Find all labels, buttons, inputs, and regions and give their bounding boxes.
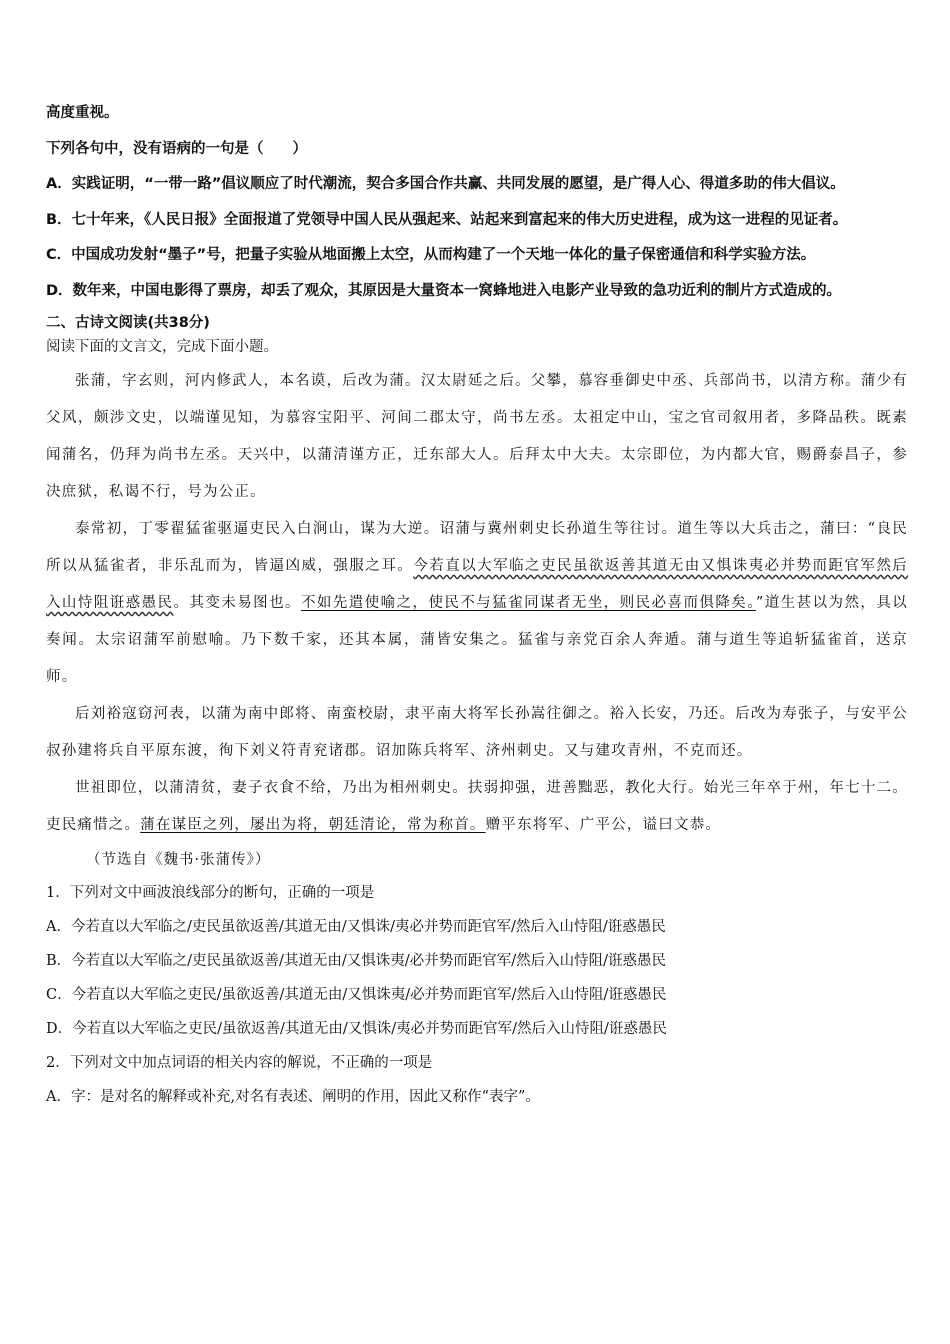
passage-paragraph-2 (46, 511, 908, 696)
passage-text: 赠平东将军、广平公，谥曰文恭。 (485, 817, 722, 833)
source-citation: （节选自《魏书·张蒲传》） (86, 852, 271, 868)
document-page (46, 96, 908, 1114)
subquestion-2-stem: 2．下列对文中加点词语的相关内容的解说，不正确的一项是 (46, 1055, 433, 1071)
section-heading: 二、古诗文阅读(共38分) (46, 315, 210, 331)
subquestion-1-option-a: A．今若直以大军临之/吏民虽欲返善/其道无由/又惧诛/夷必并势而距官军/然后入山恃阻/诳惑愚民 (46, 919, 666, 935)
subquestion-1-option-c: C．今若直以大军临之吏民/虽欲返善/其道无由/又惧诛夷/必并势而距官军/然后入山恃阻/诳惑愚民 (46, 987, 667, 1003)
passage-text: ”道生甚以为然，具以奏闻。太宗诏蒲军前慰喻。乃下数千家，还其本属，蒲皆安集之。猛雀与亲党百余人奔遁。蒲与道生等追斩猛雀首，送京师。 (46, 595, 908, 685)
passage-paragraph-1: 张蒲，字玄则，河内修武人，本名谟，后改为蒲。汉太尉延之后。父攀，慕容垂御史中丞、兵部尚书，以清方称。蒲少有父风，颇涉文史，以端谨见知，为慕容宝阳平、河间二郡太守，尚书左丞。太祖定中山，宝之官司叙用者，多降品秩。既素闻蒲名，仍拜为尚书左丞。天兴中，以蒲清谨方正，迁东部大人。后拜太中大夫。太宗即位，为内都大官，赐爵泰昌子，参决庶狱，私谒不行，号为公正。 (46, 373, 908, 500)
option-d: D．数年来，中国电影得了票房，却丢了观众，其原因是大量资本一窝蜂地进入电影产业导致的急功近利的制片方式造成的。 (46, 282, 842, 299)
passage-paragraph-3: 后刘裕寇窃河表，以蒲为南中郎将、南蛮校尉，隶平南大将军长孙嵩往御之。裕入长安，乃还。后改为寿张子，与安平公叔孙建将兵自平原东渡，徇下刘义符青兖诸郡。诏加陈兵将军、济州刺史。又与建攻青州，不克而还。 (46, 706, 908, 759)
classical-passage (46, 363, 908, 844)
reading-instruction: 阅读下面的文言文，完成下面小题。 (46, 339, 278, 355)
underlined-sentence: 不如先遣使喻之，使民不与猛雀同谋者无坐，则民必喜而俱降矣。 (301, 595, 756, 611)
option-a: A．实践证明，“一带一路”倡议顺应了时代潮流，契合多国合作共赢、共同发展的愿望，是广得人心、得道多助的伟大倡议。 (46, 176, 845, 192)
option-b: B．七十年来，《人民日报》全面报道了党领导中国人民从强起来、站起来到富起来的伟大历史进程，成为这一进程的见证者。 (46, 211, 848, 228)
fragment-text: 高度重视。 (46, 105, 119, 121)
option-c: C．中国成功发射“墨子”号，把量子实验从地面搬上太空，从而构建了一个天地一体化的量子保密通信和科学实验方法。 (46, 247, 816, 263)
wavy-underlined-text: 今若直以大军临之吏民虽欲返善其道无由又惧诛夷必并势而距官军然后入山恃阻诳惑愚民 (46, 558, 908, 611)
subquestion-2-option-a: A．字：是对名的解释或补充,对名有表述、阐明的作用，因此又称作“表字”。 (46, 1089, 540, 1105)
question-stem: 下列各句中，没有语病的一句是（ ） (46, 140, 307, 157)
subquestion-1-option-d: D．今若直以大军临之吏民/虽欲返善/其道无由/又惧诛/夷必并势而距官军/然后入山恃阻/诳惑愚民 (46, 1021, 667, 1037)
passage-paragraph-4 (46, 770, 908, 844)
subquestion-1-option-b: B．今若直以大军临之/吏民虽欲返善/其道无由/又惧诛夷/必并势而距官军/然后入山恃阻/诳惑愚民 (46, 953, 666, 969)
passage-text: 。其变未易图也。 (173, 595, 301, 611)
underlined-sentence: 蒲在谋臣之列，屡出为将，朝廷清论，常为称首。 (140, 817, 486, 833)
passage-text: 泰常初，丁零翟猛雀驱逼吏民入白涧山，谋为大逆。诏蒲与冀州刺史长孙道生等往讨。道生等以大兵击之，蒲曰：“良民所以从猛雀者，非乐乱而为，皆逼凶威，强服之耳。 (46, 521, 908, 574)
passage-text: 世祖即位，以蒲清贫，妻子衣食不给，乃出为相州刺史。扶弱抑强，进善黜恶，教化大行。始光三年卒于州，年七十二。吏民痛惜之。 (46, 780, 908, 833)
subquestion-1-stem: 1．下列对文中画波浪线部分的断句，正确的一项是 (46, 885, 375, 901)
